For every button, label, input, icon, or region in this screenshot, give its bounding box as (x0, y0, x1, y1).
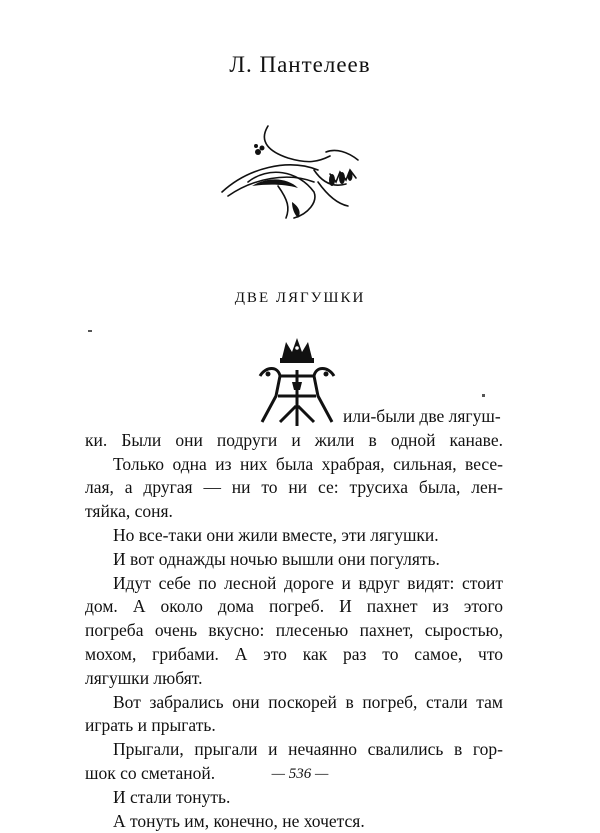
page-number: — 536 — (271, 766, 329, 782)
text-line: И вот однажды ночью вышли они погулять. (113, 548, 440, 569)
text-line: И стали тонуть. (113, 786, 231, 807)
text-line: играть и прыгать. (85, 715, 216, 736)
text-line: дом. А около дома погреб. И пахнет из этого (85, 596, 503, 617)
text-line: А тонуть им, конечно, не хочется. (113, 810, 365, 831)
text-line: тяйка, соня. (85, 501, 173, 522)
text-line: лягушки любят. (85, 667, 203, 688)
text-line: Только одна из них была храбрая, сильная, весе- (113, 453, 503, 474)
text-line: мохом, грибами. А это как раз то самое, что (85, 643, 503, 664)
stray-mark (482, 394, 485, 397)
text-line: Но все-таки они жили вместе, эти лягушки. (113, 524, 439, 545)
stray-mark (88, 330, 92, 332)
text-line: Вот забрались они поскорей в погреб, стали там (113, 691, 503, 712)
text-line: Идут себе по лесной дороге и вдруг видят: стоит (113, 572, 503, 593)
text-line: шок со сметаной. (85, 762, 216, 783)
text-line: или-были две лягуш- (343, 406, 501, 426)
text-line: погреба очень вкусно: плесенью пахнет, сыростью, (85, 620, 503, 641)
author-name: Л. Пантелеев (229, 52, 371, 77)
text-line: лая, а другая — ни то ни се: трусиха была, лен- (85, 477, 503, 498)
text-line: ки. Были они подруги и жили в одной канаве. (85, 429, 503, 450)
wheat-ornament-icon (218, 122, 364, 222)
text-line: Прыгали, прыгали и нечаянно свалились в гор- (113, 739, 503, 760)
story-title: ДВЕ ЛЯГУШКИ (234, 290, 366, 306)
